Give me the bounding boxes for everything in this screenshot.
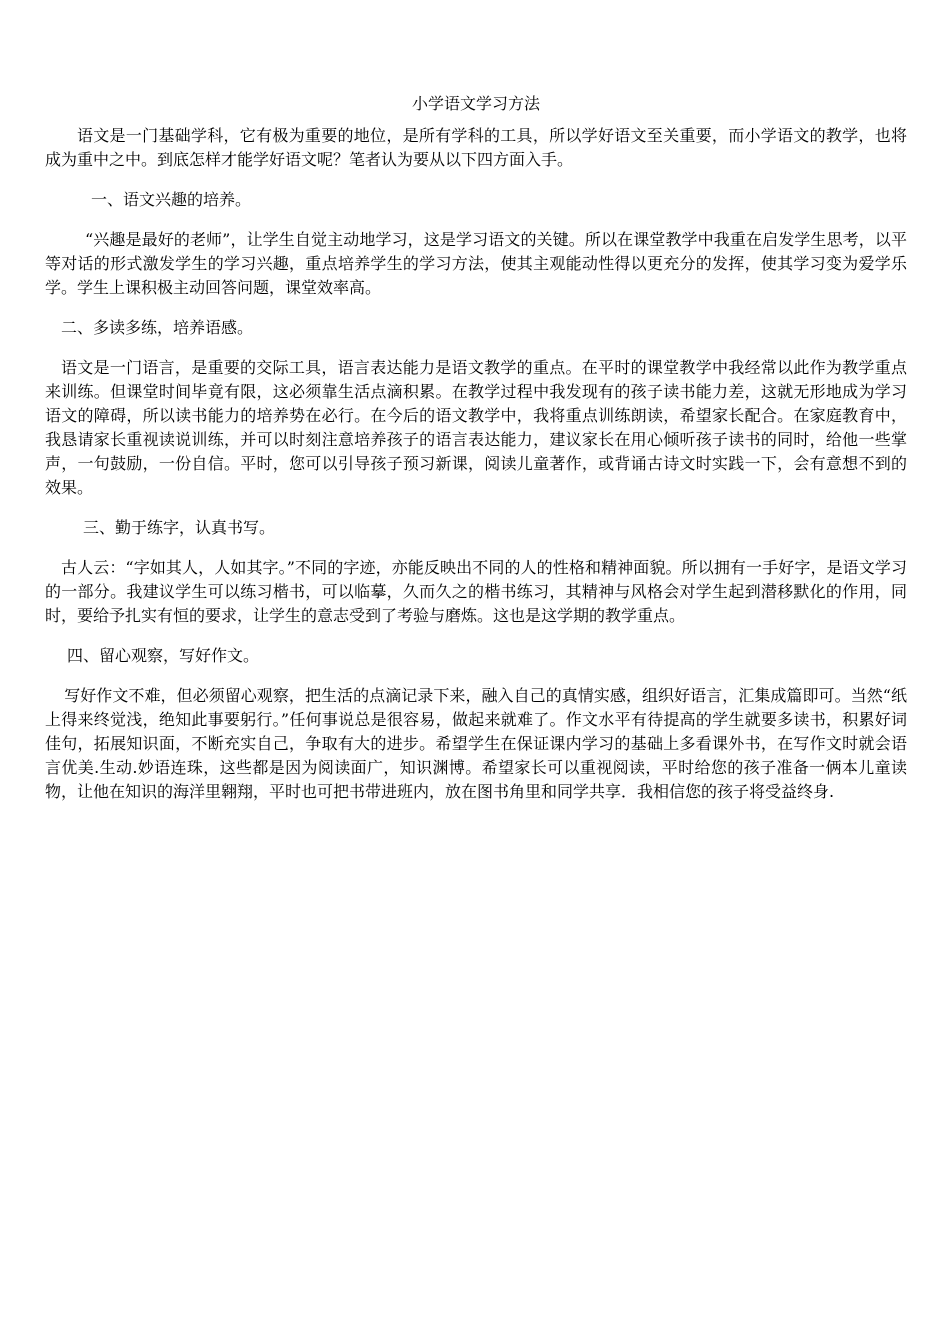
intro-paragraph: 语文是一门基础学科，它有极为重要的地位，是所有学科的工具，所以学好语文至关重要，而小学语文的教学，也将成为重中之中。到底怎样才能学好语文呢？笔者认为要从以下四方面入手。 [45,126,907,169]
section-heading-3: 三、勤于练字，认真书写。 [83,518,276,537]
section-body-1: “兴趣是最好的老师”，让学生自觉主动地学习，这是学习语文的关键。所以在课堂教学中我重在启发学生思考，以平等对话的形式激发学生的学习兴趣，重点培养学生的学习方法，使其主观能动性得以更充分的发挥，使其学习变为爱学乐学。学生上课积极主动回答问题，课堂效率高。 [45,230,907,297]
section-body-4: 写好作文不难，但必须留心观察，把生活的点滴记录下来，融入自己的真情实感，组织好语言，汇集成篇即可。当然“纸上得来终觉浅，绝知此事要躬行。”任何事说总是很容易，做起来就难了。作文水平有待提高的学生就要多读书，积累好词佳句，拓展知识面，不断充实自己，争取有大的进步。希望学生在保证课内学习的基础上多看课外书，在写作文时就会语言优美.生动.妙语连珠，这些都是因为阅读面广，知识渊博。希望家长可以重视阅读，平时给您的孩子准备一俩本儿童读物，让他在知识的海洋里翱翔，平时也可把书带进班内，放在图书角里和同学共享．我相信您的孩子将受益终身. [45,686,907,801]
section-body-3: 古人云：“字如其人，人如其字。”不同的字迹，亦能反映出不同的人的性格和精神面貌。所以拥有一手好字，是语文学习的一部分。我建议学生可以练习楷书，可以临摹，久而久之的楷书练习，其精神与风格会对学生起到潜移默化的作用，同时，要给予扎实有恒的要求，让学生的意志受到了考验与磨炼。这也是这学期的教学重点。 [45,558,907,625]
document-page [45,92,907,804]
section-heading-1: 一、语文兴趣的培养。 [91,190,252,209]
document-title: 小学语文学习方法 [411,94,540,113]
section-body-2: 语文是一门语言，是重要的交际工具，语言表达能力是语文教学的重点。在平时的课堂教学中我经常以此作为教学重点来训练。但课堂时间毕竟有限，这必须靠生活点滴积累。在教学过程中我发现有的孩子读书能力差，这就无形地成为学习语文的障碍，所以读书能力的培养势在必行。在今后的语文教学中，我将重点训练朗读，希望家长配合。在家庭教育中，我恳请家长重视读说训练，并可以时刻注意培养孩子的语言表达能力，建议家长在用心倾听孩子读书的同时，给他一些掌声，一句鼓励，一份自信。平时，您可以引导孩子预习新课，阅读儿童著作，或背诵古诗文时实践一下，会有意想不到的效果。 [45,358,907,497]
section-heading-4: 四、留心观察，写好作文。 [67,646,260,665]
section-heading-2: 二、多读多练，培养语感。 [61,318,254,337]
